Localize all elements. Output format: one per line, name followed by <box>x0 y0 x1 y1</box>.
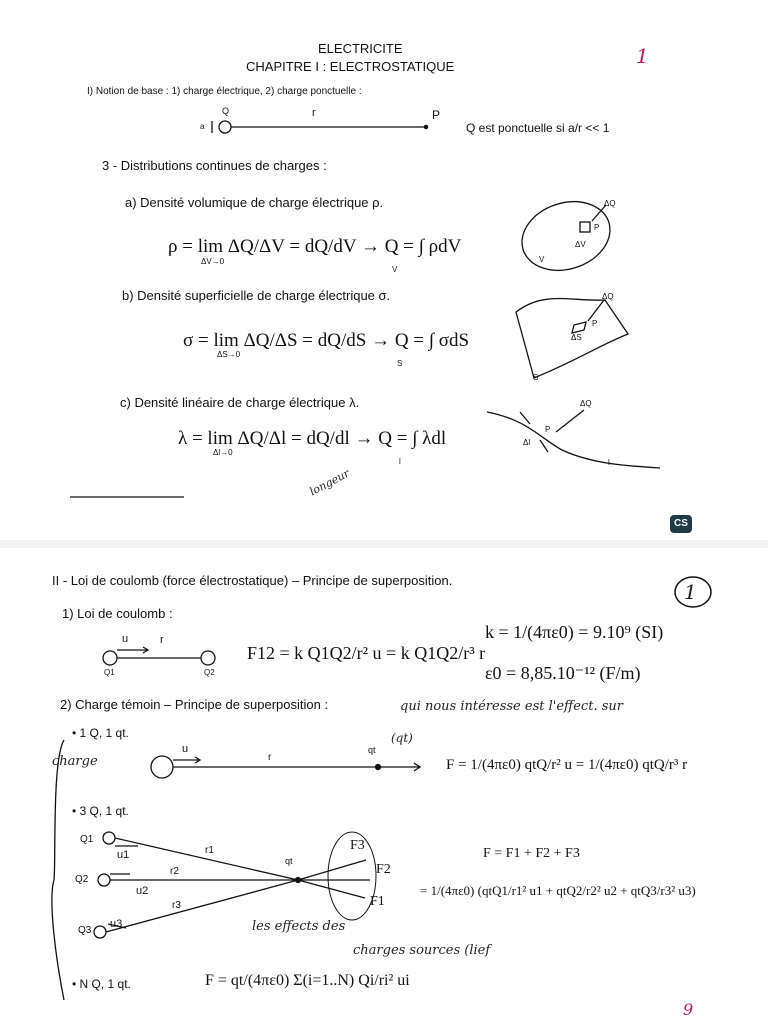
linear-int-sub: l <box>399 457 401 466</box>
case2-fig-r3: r3 <box>172 900 181 911</box>
volume-figure <box>513 191 619 282</box>
notion-heading: I) Notion de base : 1) charge électrique, 2) charge ponctuelle : <box>87 86 362 97</box>
point-charge-r-label: r <box>312 107 316 119</box>
linear-fig-l: l <box>608 458 610 467</box>
test-charge-heading: 2) Charge témoin – Principe de superposition : <box>60 697 329 712</box>
case2-fig-q1: Q1 <box>80 834 94 845</box>
left-brace <box>52 740 64 1000</box>
point-charge-a-label: a <box>200 122 205 131</box>
surface-limit: ΔS→0 <box>217 350 241 359</box>
case1-figure <box>151 756 420 778</box>
case2-fig-f2: F2 <box>376 862 391 877</box>
case3-formula: F = qt/(4πε0) Σ(i=1..N) Qi/ri² ui <box>205 972 410 989</box>
surface-formula: σ = lim ΔQ/ΔS = dQ/dS → Q = ∫ σdS <box>183 330 470 351</box>
surface-fig-dq: ΔQ <box>602 292 614 301</box>
linear-limit: Δl→0 <box>213 448 233 457</box>
linear-formula: λ = lim ΔQ/Δl = dQ/dl → Q = ∫ λdl <box>178 428 447 449</box>
k-constant-formula: k = 1/(4πε0) = 9.10⁹ (SI) <box>485 622 664 642</box>
case2-fig-r2: r2 <box>170 866 179 877</box>
epsilon-formula: ε0 = 8,85.10⁻¹² (F/m) <box>485 663 641 683</box>
coulomb-formula: F12 = k Q1Q2/r² u = k Q1Q2/r³ r <box>247 643 486 663</box>
coulomb-fig-r: r <box>160 634 164 646</box>
surface-heading: b) Densité superficielle de charge électrique σ. <box>122 288 391 303</box>
circled-number-ring <box>675 577 711 607</box>
case2-fig-r1: r1 <box>205 845 214 856</box>
case2-fig-f3: F3 <box>350 838 365 853</box>
linear-handnote: longeur <box>307 466 352 499</box>
case2-sum-formula: F = F1 + F2 + F3 <box>483 846 580 861</box>
surface-fig-ds: ΔS <box>571 333 582 342</box>
volumic-int-sub: V <box>392 265 398 274</box>
chapter-title: CHAPITRE I : ELECTROSTATIQUE <box>246 59 455 74</box>
case2-fig-u2: u2 <box>136 885 149 897</box>
case1-handnote-charge: charge <box>52 754 98 769</box>
volumic-heading: a) Densité volumique de charge électrique ρ. <box>125 195 384 210</box>
case2-fig-q2: Q2 <box>75 874 89 885</box>
point-charge-figure <box>212 121 428 133</box>
surface-fig-s: S <box>533 373 539 382</box>
page-number-mark: 1 <box>636 44 649 68</box>
case2-fig-u3: u3 <box>110 918 123 930</box>
camscanner-badge: CS <box>670 515 692 533</box>
point-charge-p-label: P <box>432 108 441 122</box>
case1-formula: F = 1/(4πε0) qtQ/r² u = 1/(4πε0) qtQ/r³ r <box>446 757 688 773</box>
coulomb-fig-q1: Q1 <box>104 668 115 677</box>
surface-int-sub: S <box>397 359 403 368</box>
linear-fig-dl: Δl <box>523 438 531 447</box>
volumic-fig-dv: ΔV <box>575 240 586 249</box>
case1-fig-u: u <box>182 743 189 755</box>
volumic-fig-v: V <box>539 255 545 264</box>
distributions-heading: 3 - Distributions continues de charges : <box>102 158 327 173</box>
case1-handnote-qt: (qt) <box>391 731 413 745</box>
coulomb-figure <box>103 647 215 665</box>
case2-handnote-effects: les effects des <box>252 919 346 934</box>
case2-fig-qt: qt <box>285 856 293 866</box>
coulomb-law-heading: 1) Loi de coulomb : <box>62 606 173 621</box>
case1-label: • 1 Q, 1 qt. <box>72 726 129 740</box>
case2-fig-q3: Q3 <box>78 925 92 936</box>
coulomb-fig-u: u <box>122 633 129 645</box>
case3-label: • N Q, 1 qt. <box>72 977 131 991</box>
case2-expanded-formula: = 1/(4πε0) (qtQ1/r1² u1 + qtQ2/r2² u2 + qtQ3/r3² u3) <box>420 883 696 898</box>
linear-heading: c) Densité linéaire de charge électrique λ. <box>120 395 360 410</box>
case2-handnote-sources: charges sources (lief <box>353 943 491 958</box>
coulomb-section-heading: II - Loi de coulomb (force électrostatique) – Principe de superposition. <box>52 573 453 588</box>
case2-fig-u1: u1 <box>117 849 130 861</box>
case2-label: • 3 Q, 1 qt. <box>72 804 129 818</box>
volumic-fig-p: P <box>594 223 600 232</box>
surface-figure <box>516 299 628 379</box>
circled-number: 1 <box>684 580 697 604</box>
point-charge-condition: Q est ponctuelle si a/r << 1 <box>466 121 610 135</box>
case1-fig-qt: qt <box>368 745 376 755</box>
page-title: ELECTRICITE <box>318 41 403 56</box>
test-charge-handnote: qui nous intéresse est l'effect. sur <box>400 699 623 714</box>
linear-fig-p: P <box>545 425 551 434</box>
line-figure <box>487 410 660 468</box>
linear-fig-dq: ΔQ <box>580 399 592 408</box>
surface-fig-p: P <box>592 319 598 328</box>
case2-figure <box>94 832 376 938</box>
case1-fig-r: r <box>268 752 272 763</box>
coulomb-fig-q2: Q2 <box>204 668 215 677</box>
volumic-limit: ΔV→0 <box>201 257 225 266</box>
volumic-fig-dq: ΔQ <box>604 199 616 208</box>
point-charge-q-label: Q <box>222 106 230 116</box>
page2-corner-mark: 9 <box>683 1000 694 1019</box>
case2-fig-f1: F1 <box>370 894 385 909</box>
volumic-formula: ρ = lim ΔQ/ΔV = dQ/dV → Q = ∫ ρdV <box>168 236 462 257</box>
